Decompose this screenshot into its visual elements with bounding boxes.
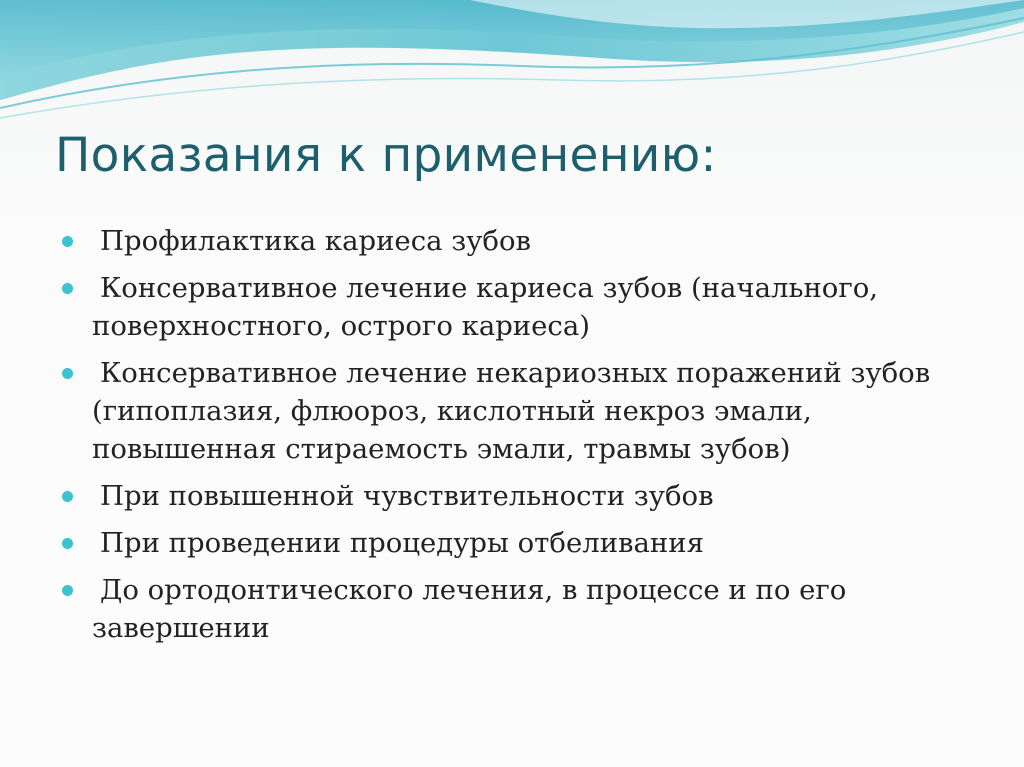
wave-header-decoration bbox=[0, 0, 1024, 130]
bullet-dot-icon bbox=[62, 585, 73, 596]
list-item-text: При проведении процедуры отбеливания bbox=[100, 527, 704, 559]
list-item bbox=[62, 222, 982, 260]
bullet-dot-icon bbox=[62, 283, 73, 294]
bullet-list bbox=[62, 222, 982, 656]
slide-title: Показания к применению: bbox=[55, 128, 717, 183]
list-item-text: Консервативное лечение кариеса зубов (начального, поверхностного, острого кариеса) bbox=[92, 272, 879, 342]
list-item-text: При повышенной чувствительности зубов bbox=[100, 480, 714, 512]
bullet-dot-icon bbox=[62, 236, 73, 247]
bullet-dot-icon bbox=[62, 368, 73, 379]
list-item bbox=[62, 524, 982, 562]
list-item bbox=[62, 477, 982, 515]
list-item-text: Профилактика кариеса зубов bbox=[100, 225, 532, 257]
list-item bbox=[62, 354, 982, 468]
bullet-dot-icon bbox=[62, 491, 73, 502]
list-item-text: До ортодонтического лечения, в процессе и по его завершении bbox=[92, 574, 847, 644]
list-item-text: Консервативное лечение некариозных поражений зубов (гипоплазия, флюороз, кислотный некроз эмали, повышенная стираемость эмали, травмы зубов) bbox=[92, 357, 931, 465]
list-item bbox=[62, 571, 982, 647]
bullet-dot-icon bbox=[62, 538, 73, 549]
list-item bbox=[62, 269, 982, 345]
